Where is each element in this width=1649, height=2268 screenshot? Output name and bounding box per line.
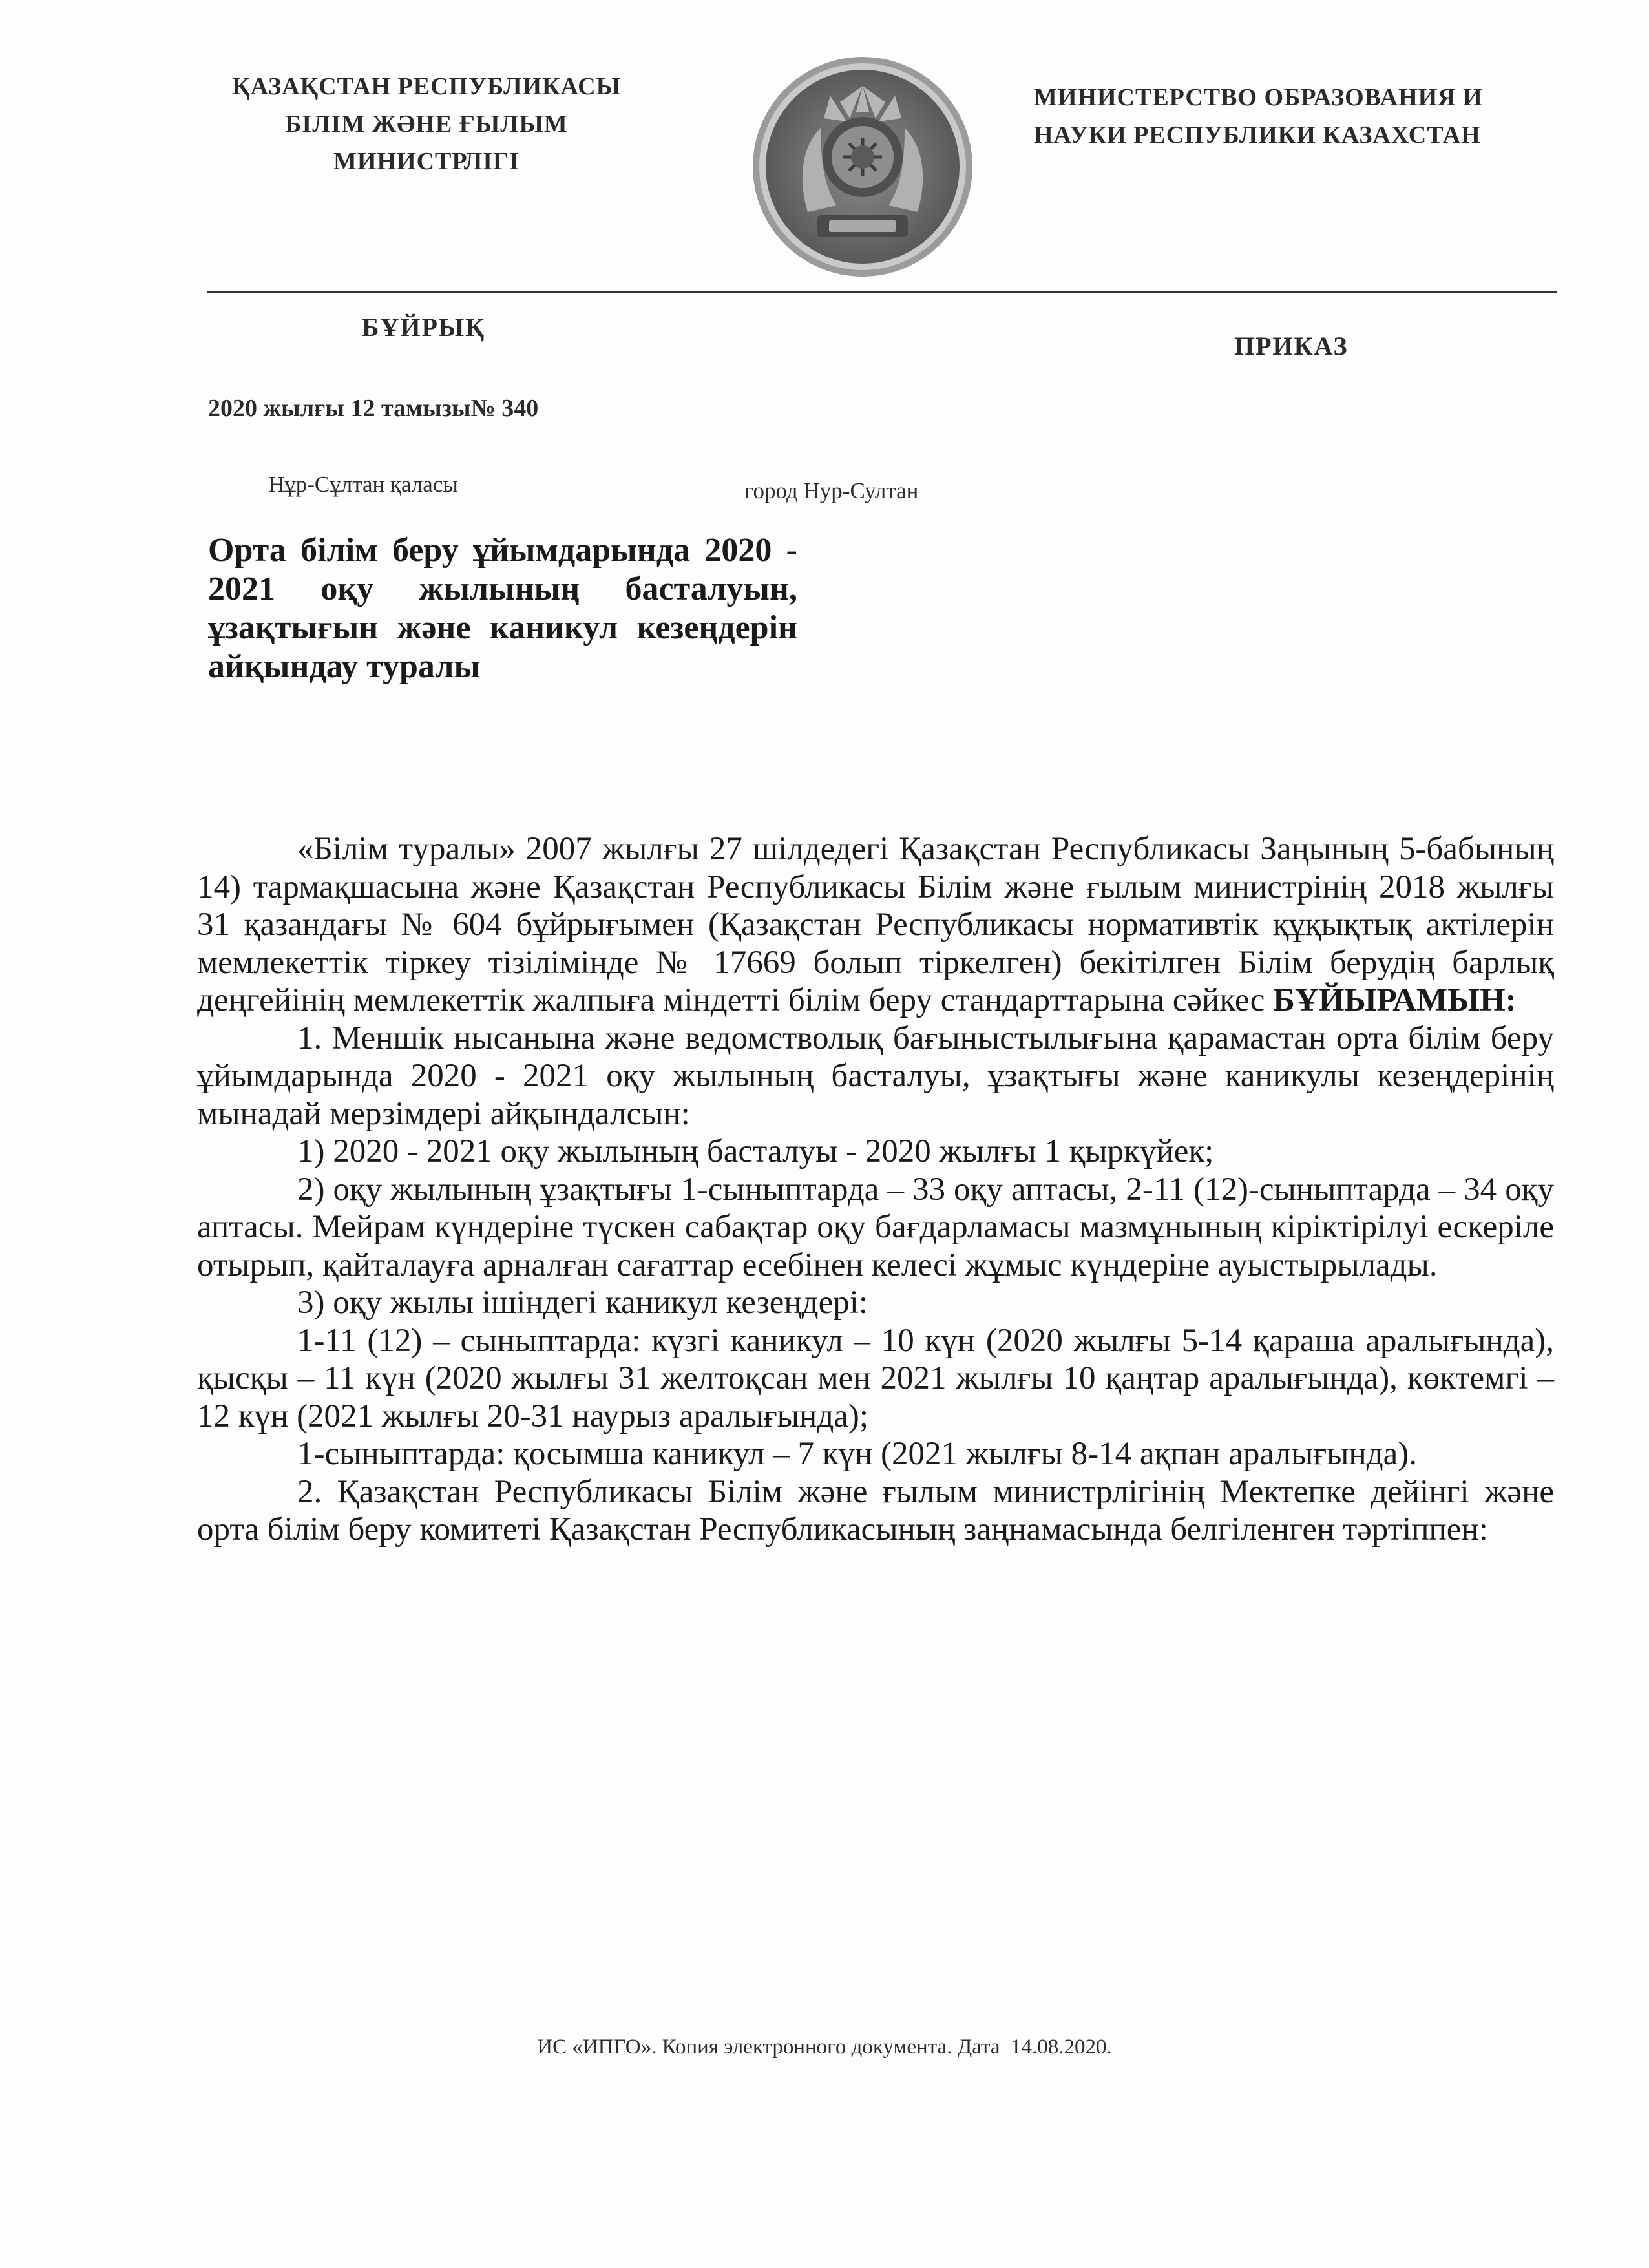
- doc-type-kz: БҰЙРЫҚ: [362, 313, 486, 342]
- city-kz: Нұр-Сұлтан қаласы: [268, 472, 458, 497]
- ministry-name-ru-line-2: НАУКИ РЕСПУБЛИКИ КАЗАХСТАН: [1034, 121, 1481, 149]
- ministry-name-ru: [1034, 79, 1564, 154]
- order-word: БҰЙЫРАМЫН:: [1273, 982, 1517, 1018]
- holidays-all-grades: 1-11 (12) – сыныптарда: күзгі каникул – 10 күн (2020 жылғы 5-14 қараша аралығында), қысқы – 11 күн (2020 жылғы 31 желтоқсан мен 2021 жылғы 10 қаңтар аралығында), көктемгі – 12 күн (2021 жылғы 20-31 наурыз аралығында);: [197, 1322, 1554, 1434]
- holidays-first-grade: 1-сыныптарда: қосымша каникул – 7 күн (2021 жылғы 8-14 ақпан аралығында).: [297, 1436, 1418, 1472]
- subparagraph-1: 1) 2020 - 2021 оқу жылының басталуы - 2020 жылғы 1 қыркүйек;: [297, 1133, 1214, 1170]
- state-emblem-icon: [746, 50, 979, 283]
- ministry-name-kz: [194, 68, 659, 180]
- registration-date-number: 2020 жылғы 12 тамызы№ 340: [208, 395, 539, 422]
- footer-note: ИС «ИПГО». Копия электронного документа. Дата 14.08.2020.: [537, 2035, 1112, 2059]
- header-divider: [207, 291, 1557, 293]
- preamble-paragraph: [197, 830, 1554, 1020]
- subparagraph-2: 2) оқу жылының ұзақтығы 1-сыныптарда – 33 оқу аптасы, 2-11 (12)-сыныптарда – 34 оқу аптасы. Мейрам күндеріне түскен сабақтар оқу бағдарламасы мазмұнының кіріктірілуі ескеріле отырып, қайталауға арналған сағаттар есебінен келесі жұмыс күндеріне ауыстырылады.: [197, 1171, 1554, 1283]
- document-title: Орта білім беру ұйымдарында 2020 - 2021 оқу жылының басталуын, ұзақтығын және каникул кезеңдерін айқындау туралы: [208, 532, 797, 685]
- ministry-name-kz-line-1: ҚАЗАҚСТАН РЕСПУБЛИКАСЫ: [232, 73, 621, 100]
- document-body: [197, 830, 1554, 1549]
- ministry-name-ru-line-1: МИНИСТЕРСТВО ОБРАЗОВАНИЯ И: [1034, 84, 1483, 111]
- subparagraph-3: 3) оқу жылы ішіндегі каникул кезеңдері:: [297, 1285, 868, 1321]
- paragraph-1: 1. Меншік нысанына және ведомстволық бағыныстылығына қарамастан орта білім беру ұйымдарында 2020 - 2021 оқу жылының басталуы, ұзақтығы және каникулы кезеңдерінің мынадай мерзімдері айқындалсын:: [197, 1020, 1554, 1132]
- ministry-name-kz-line-2: БІЛІМ ЖӘНЕ ҒЫЛЫМ: [285, 110, 568, 138]
- preamble-text: «Білім туралы» 2007 жылғы 27 шілдедегі Қазақстан Республикасы Заңының 5-бабының 14) тармақшасына және Қазақстан Республикасы Білім және ғылым министрінің 2018 жылғы 31 қазандағы № 604 бұйрығымен (Қазақстан Республикасы нормативтік құқықтық актілерін мемлекеттік тіркеу тізілімінде № 17669 болып тіркелген) бекітілген Білім берудің барлық деңгейінің мемлекеттік жалпыға міндетті білім беру стандарттарына сәйкес: [197, 831, 1554, 1018]
- ministry-name-kz-line-3: МИНИСТРЛІГІ: [333, 148, 520, 175]
- doc-type-ru: ПРИКАЗ: [1234, 331, 1349, 361]
- city-ru: город Нур-Султан: [744, 478, 919, 503]
- paragraph-2: 2. Қазақстан Республикасы Білім және ғылым министрлігінің Мектепке дейінгі және орта білім беру комитеті Қазақстан Республикасының заңнамасында белгіленген тәртіппен:: [197, 1473, 1554, 1548]
